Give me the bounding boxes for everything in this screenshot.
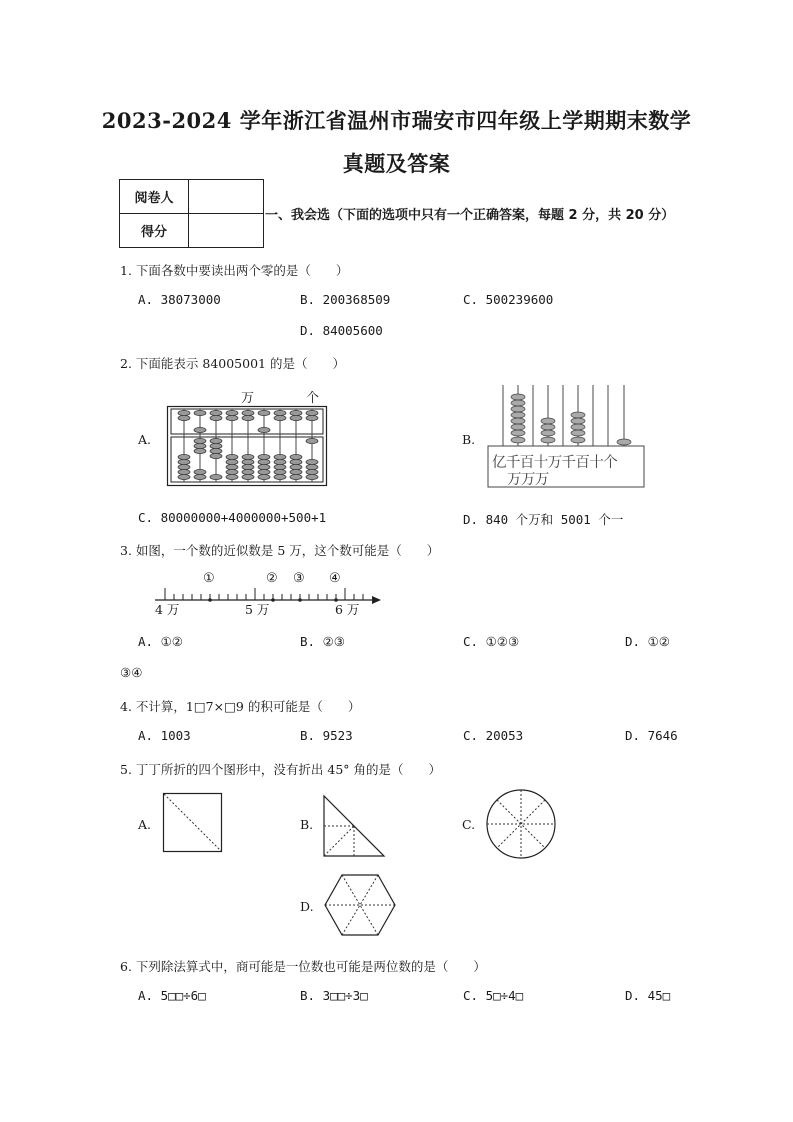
number-line-point-4: ④ — [329, 571, 341, 586]
grader-score-table — [119, 179, 264, 248]
q3-option-c[interactable]: C. ①②③ — [463, 634, 520, 649]
q5-figure-b-label[interactable]: B. — [300, 817, 314, 832]
question-5-stem: 5. 丁丁所折的四个图形中，没有折出 45° 角的是（ ） — [120, 762, 442, 777]
document-title-line-2: 真题及答案 — [342, 151, 451, 176]
q4-option-b[interactable]: B. 9523 — [300, 728, 353, 743]
folded-circle-icon — [486, 789, 556, 859]
q3-option-a[interactable]: A. ①② — [138, 634, 183, 649]
question-4-stem: 4. 不计算，1□7×□9 的积可能是（ ） — [120, 699, 361, 714]
q3-option-b[interactable]: B. ②③ — [300, 634, 345, 649]
grader-field[interactable] — [189, 180, 264, 214]
number-line-label-6wan: 6 万 — [335, 602, 360, 617]
q6-option-a[interactable]: A. 5□□÷6□ — [138, 988, 206, 1003]
score-row — [120, 214, 264, 248]
score-label: 得分 — [120, 214, 189, 248]
question-3-stem: 3. 如图，一个数的近似数是 5 万，这个数可能是（ ） — [120, 543, 440, 558]
grader-label: 阅卷人 — [120, 180, 189, 214]
q1-option-d[interactable]: D. 84005600 — [300, 323, 383, 338]
q6-option-c[interactable]: C. 5□÷4□ — [463, 988, 524, 1003]
q3-option-d[interactable]: D. ①② — [625, 634, 670, 649]
q4-option-a[interactable]: A. 1003 — [138, 728, 191, 743]
q4-option-d[interactable]: D. 7646 — [625, 728, 678, 743]
number-line-point-3: ③ — [293, 571, 305, 586]
q6-option-d[interactable]: D. 45□ — [625, 988, 671, 1003]
q1-option-b[interactable]: B. 200368509 — [300, 292, 391, 307]
q5-figure-c-label[interactable]: C. — [462, 817, 476, 832]
number-line-point-1: ① — [203, 571, 215, 586]
q2-option-c[interactable]: C. 80000000+4000000+500+1 — [138, 510, 327, 525]
q2-figure-a-label[interactable]: A. — [138, 432, 152, 447]
document-title-line-1: 2023-2024 学年浙江省温州市瑞安市四年级上学期期末数学 — [101, 108, 692, 133]
number-line-label-5wan: 5 万 — [245, 602, 270, 617]
grader-row — [120, 180, 264, 214]
q1-option-a[interactable]: A. 38073000 — [138, 292, 221, 307]
section-heading: 一、我会选（下面的选项中只有一个正确答案，每题 2 分，共 20 分） — [265, 208, 675, 223]
question-6-stem: 6. 下列除法算式中，商可能是一位数也可能是两位数的是（ ） — [120, 959, 486, 974]
q4-option-c[interactable]: C. 20053 — [463, 728, 524, 743]
number-line-point-2: ② — [266, 571, 278, 586]
q1-option-c[interactable]: C. 500239600 — [463, 292, 554, 307]
number-line-label-4wan: 4 万 — [155, 602, 180, 617]
q3-option-d-continued: ③④ — [120, 665, 143, 680]
folded-square-icon — [163, 793, 223, 853]
question-1-stem: 1. 下面各数中要读出两个零的是（ ） — [120, 263, 349, 278]
abacus-ge-label: 个 — [306, 391, 320, 406]
folded-hexagon-icon — [324, 874, 396, 936]
q6-option-b[interactable]: B. 3□□÷3□ — [300, 988, 368, 1003]
abacus-a-icon — [167, 406, 327, 486]
q5-figure-d-label[interactable]: D. — [300, 899, 314, 914]
q2-option-d[interactable]: D. 840 个万和 5001 个一 — [463, 512, 624, 527]
q2-figure-b-label[interactable]: B. — [462, 432, 476, 447]
abacus-wan-label: 万 — [241, 391, 255, 406]
score-field[interactable] — [189, 214, 264, 248]
folded-triangle-icon — [323, 795, 385, 857]
q5-figure-a-label[interactable]: A. — [138, 817, 152, 832]
question-2-stem: 2. 下面能表示 84005001 的是（ ） — [120, 356, 345, 371]
place-value-labels-row2: 万万万 — [507, 472, 549, 488]
place-value-labels-row1: 亿千百十万千百十个 — [492, 455, 618, 471]
